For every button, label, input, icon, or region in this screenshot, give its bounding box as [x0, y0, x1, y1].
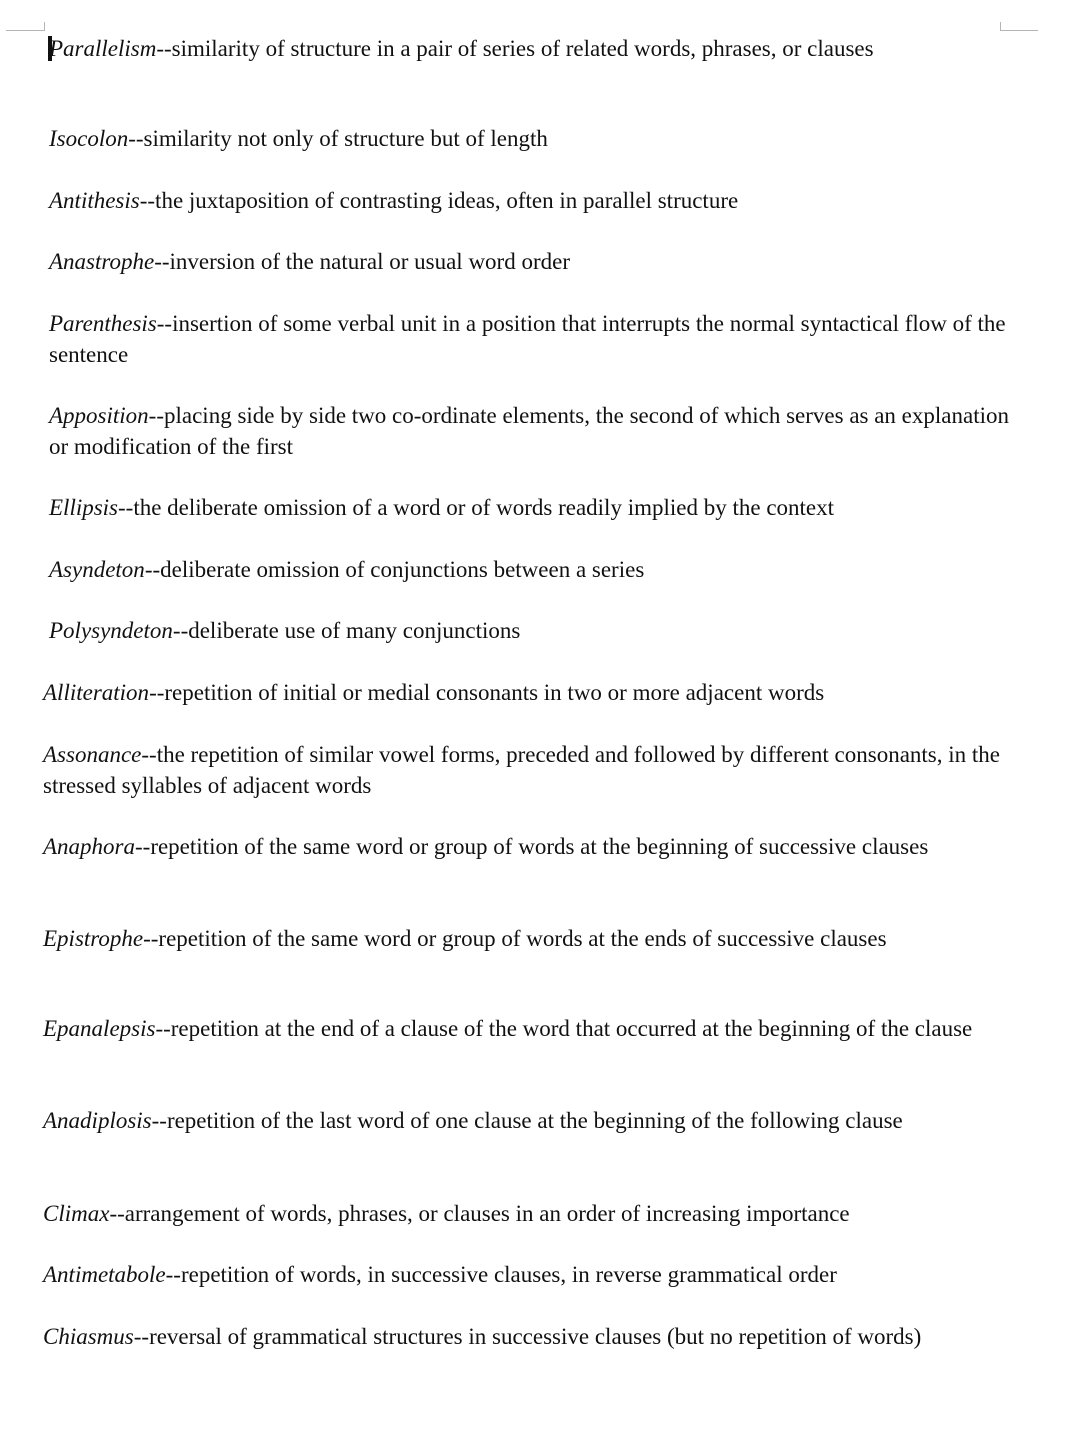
- margin-crop-mark-top-right-vertical: [1000, 22, 1001, 31]
- entry-antithesis[interactable]: [49, 185, 1009, 216]
- entry-definition: --placing side by side two co-ordinate elements, the second of which serves as an explanation or modification of the first: [49, 403, 1009, 459]
- entry-term: Alliteration: [43, 680, 150, 705]
- entry-isocolon[interactable]: [49, 123, 1009, 154]
- entry-anaphora[interactable]: [43, 831, 1003, 862]
- margin-crop-mark-top-left-vertical: [44, 22, 45, 31]
- entry-definition: --reversal of grammatical structures in successive clauses (but no repetition of words): [133, 1324, 922, 1349]
- entry-definition: --arrangement of words, phrases, or clauses in an order of increasing importance: [109, 1201, 850, 1226]
- entry-anadiplosis[interactable]: [43, 1105, 1003, 1136]
- entry-term: Epanalepsis: [43, 1016, 156, 1041]
- entry-term: Apposition: [49, 403, 149, 428]
- entry-alliteration[interactable]: [43, 677, 1003, 708]
- entry-chiasmus[interactable]: [43, 1321, 1003, 1352]
- entry-definition: --repetition of the same word or group of words at the beginning of successive clauses: [135, 834, 929, 859]
- entry-term: Parenthesis: [49, 311, 157, 336]
- entry-definition: --insertion of some verbal unit in a position that interrupts the normal syntactical flow of the sentence: [49, 311, 1006, 367]
- entry-term: Antithesis: [49, 188, 140, 213]
- entry-parallelism[interactable]: [49, 33, 1009, 64]
- entry-term: Antimetabole: [43, 1262, 166, 1287]
- entry-definition: --similarity of structure in a pair of series of related words, phrases, or clauses: [156, 36, 874, 61]
- entry-definition: --deliberate omission of conjunctions between a series: [144, 557, 645, 582]
- entry-term: Chiasmus: [43, 1324, 134, 1349]
- entry-epistrophe[interactable]: [43, 923, 1003, 954]
- entry-term: Epistrophe: [43, 926, 144, 951]
- entry-definition: --the juxtaposition of contrasting ideas, often in parallel structure: [139, 188, 739, 213]
- entry-term: Asyndeton: [49, 557, 145, 582]
- entry-term: Isocolon: [49, 126, 129, 151]
- entry-definition: --repetition at the end of a clause of the word that occurred at the beginning of the clause: [155, 1016, 973, 1041]
- entry-parenthesis[interactable]: [49, 308, 1009, 370]
- entry-definition: --similarity not only of structure but of length: [128, 126, 548, 151]
- entry-apposition[interactable]: [49, 400, 1009, 462]
- entry-term: Ellipsis: [49, 495, 119, 520]
- entry-term: Anadiplosis: [43, 1108, 152, 1133]
- entry-definition: --deliberate use of many conjunctions: [172, 618, 521, 643]
- entry-definition: --inversion of the natural or usual word order: [154, 249, 570, 274]
- entry-definition: --repetition of the last word of one clause at the beginning of the following clause: [151, 1108, 903, 1133]
- margin-crop-mark-top-right: [1000, 30, 1038, 31]
- entry-assonance[interactable]: [43, 739, 1003, 801]
- margin-crop-mark-top-left: [6, 30, 44, 31]
- entry-definition: --the deliberate omission of a word or of words readily implied by the context: [118, 495, 835, 520]
- entry-definition: --repetition of words, in successive clauses, in reverse grammatical order: [165, 1262, 837, 1287]
- entry-definition: --repetition of initial or medial consonants in two or more adjacent words: [149, 680, 825, 705]
- entry-epanalepsis[interactable]: [43, 1013, 1003, 1044]
- entry-definition: --repetition of the same word or group of words at the ends of successive clauses: [143, 926, 887, 951]
- entry-term: Assonance: [43, 742, 142, 767]
- entry-antimetabole[interactable]: [43, 1259, 1003, 1290]
- entry-asyndeton[interactable]: [49, 554, 1009, 585]
- entry-definition: --the repetition of similar vowel forms, preceded and followed by different consonants, in the stressed syllables of adjacent words: [43, 742, 1001, 798]
- entry-anastrophe[interactable]: [49, 246, 1009, 277]
- entry-term: Climax: [43, 1201, 110, 1226]
- entry-ellipsis[interactable]: [49, 492, 1009, 523]
- entry-climax[interactable]: [43, 1198, 1003, 1229]
- entry-polysyndeton[interactable]: [49, 615, 1009, 646]
- entry-term: Anastrophe: [49, 249, 155, 274]
- entry-term: Polysyndeton: [49, 618, 173, 643]
- entry-term: Anaphora: [43, 834, 135, 859]
- entry-term: Parallelism: [49, 36, 157, 61]
